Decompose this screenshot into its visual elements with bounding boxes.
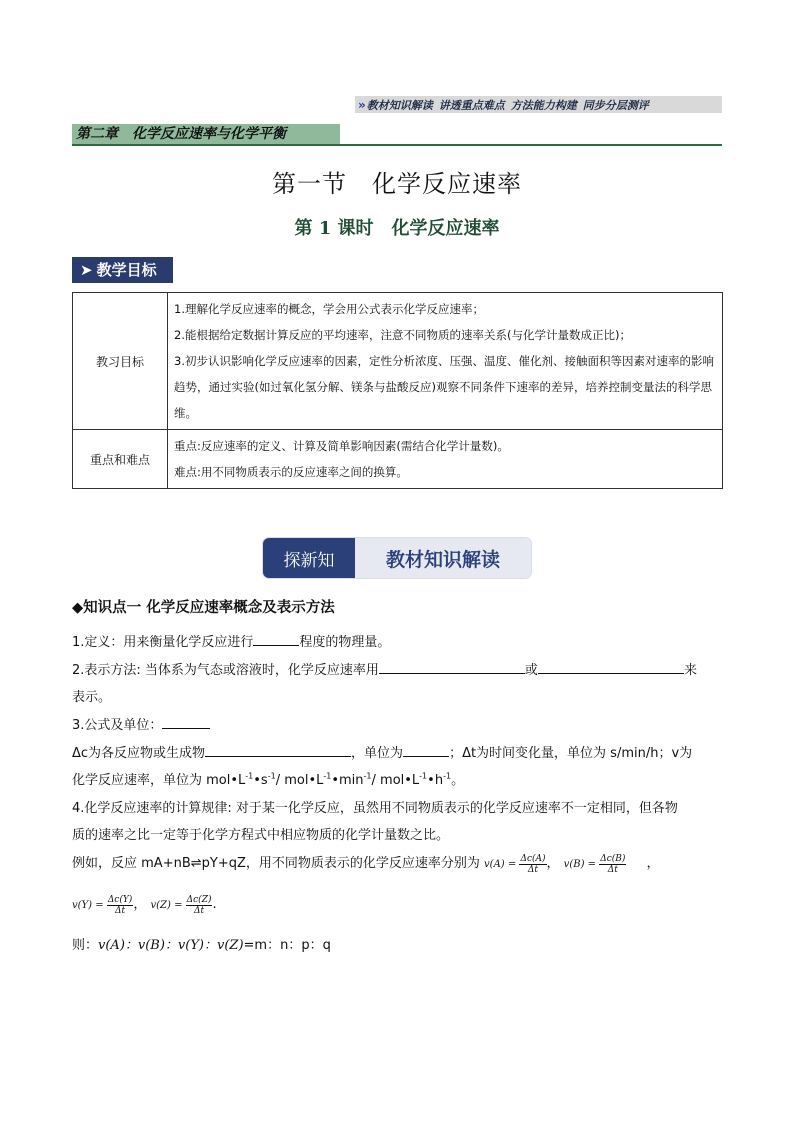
equation-vb <box>563 854 627 875</box>
superscript: -1 <box>245 771 254 781</box>
formula-line <box>72 714 210 733</box>
superscript: -1 <box>323 771 332 781</box>
text: 3.公式及单位： <box>72 718 163 733</box>
text: •s <box>253 773 268 788</box>
numerator: Δc(Y) <box>107 895 133 905</box>
fraction <box>599 854 626 875</box>
denominator: Δt <box>115 906 126 916</box>
header-item: 教材知识解读 <box>366 98 433 112</box>
fill-blank <box>253 633 299 646</box>
superscript: -1 <box>419 771 428 781</box>
lesson-title: 第 1 课时 化学反应速率 <box>294 218 500 239</box>
text: ， <box>646 856 660 871</box>
text: 程度的物理量。 <box>299 635 391 650</box>
equation-lhs: v(B) = <box>563 859 597 870</box>
chapter-divider <box>72 144 722 146</box>
denominator: Δt <box>193 906 205 916</box>
objective-line: 难点:用不同物质表示的反应速率之间的换算。 <box>174 465 408 479</box>
fill-blank <box>162 716 210 729</box>
text: / mol•L <box>371 773 420 788</box>
text: 2.表示方法: 当体系为气态或溶液时，化学反应速率用 <box>72 663 379 678</box>
equation-va <box>484 854 546 875</box>
row-content <box>168 430 723 489</box>
text: 例如，反应 mA+nB⇌pY+qZ，用不同物质表示的化学反应速率分别为 <box>72 856 480 871</box>
chevron-double-right-icon: » <box>358 97 363 112</box>
fraction <box>107 895 134 916</box>
text: ，单位为 <box>351 746 404 761</box>
objective-tag-label: 教学目标 <box>96 261 157 279</box>
unit-line <box>72 769 464 788</box>
example-line-cont <box>72 893 217 916</box>
section-title: 第一节 化学反应速率 <box>272 170 522 198</box>
objective-line: 1.理解化学反应速率的概念，学会用公式表示化学反应速率； <box>174 302 484 316</box>
superscript: -1 <box>443 771 452 781</box>
superscript: -1 <box>267 771 276 781</box>
fill-blank <box>403 744 449 757</box>
row-content <box>168 293 723 430</box>
knowledge-point-title: ◆知识点一 化学反应速率概念及表示方法 <box>72 600 335 616</box>
text: •min <box>331 773 364 788</box>
section-banner <box>263 538 531 578</box>
equation-lhs: v(Z) = <box>150 900 183 911</box>
equation-lhs: v(A) = <box>484 859 517 870</box>
chapter-title: 第二章 化学反应速率与化学平衡 <box>72 124 340 144</box>
fraction <box>519 854 546 875</box>
text: ；Δt为时间变化量，单位为 s/min/h；v为 <box>449 746 693 761</box>
numerator: Δc(B) <box>600 854 626 864</box>
denominator: Δt <box>607 865 618 875</box>
rule-line: 4.化学反应速率的计算规律: 对于某一化学反应，虽然用不同物质表示的化学反应速率不一定相同，但各物 <box>72 801 678 816</box>
denominator: Δt <box>527 865 539 875</box>
objective-line: 重点:反应速率的定义、计算及简单影响因素(需结合化学计量数)。 <box>174 439 509 453</box>
delta-c-line <box>72 742 692 761</box>
superscript: -1 <box>363 771 372 781</box>
header-banner <box>355 96 722 113</box>
text: •h <box>427 773 444 788</box>
header-item: 方法能力构建 <box>510 98 577 112</box>
text: =m：n：p：q <box>243 938 331 953</box>
objectives-table <box>72 292 723 489</box>
definition-line <box>72 631 390 650</box>
fill-blank <box>205 744 351 757</box>
text: 来 <box>683 663 697 678</box>
numerator: Δc(Z) <box>186 895 212 905</box>
text: ， <box>133 897 147 912</box>
equation-vz <box>150 895 212 916</box>
fill-blank <box>379 661 525 674</box>
text: . <box>212 897 217 912</box>
ratio-expression: v(A)：v(B)：v(Y)：v(Z) <box>98 938 244 953</box>
text: 或 <box>524 663 538 678</box>
banner-right: 教材知识解读 <box>355 538 531 578</box>
example-line <box>72 852 660 875</box>
banner-left: 探新知 <box>263 538 355 578</box>
row-label: 重点和难点 <box>73 430 168 489</box>
rule-line-cont: 质的速率之比一定等于化学方程式中相应物质的化学计量数之比。 <box>72 828 450 843</box>
expression-line <box>72 659 697 678</box>
ratio-line <box>72 934 331 953</box>
text: 。 <box>451 773 465 788</box>
table-row <box>73 430 723 489</box>
expression-line-cont: 表示。 <box>72 690 112 705</box>
text: / mol•L <box>275 773 324 788</box>
arrow-right-icon: ➤ <box>80 261 93 279</box>
text: ， <box>546 856 560 871</box>
row-label: 教习目标 <box>73 293 168 430</box>
equation-vy <box>72 895 133 916</box>
header-item: 讲透重点难点 <box>438 98 505 112</box>
equation-lhs: v(Y) = <box>72 900 104 911</box>
fill-blank <box>538 661 684 674</box>
objective-line: 3.初步认识影响化学反应速率的因素，定性分析浓度、压强、温度、催化剂、接触面积等因素对速率的影响趋势，通过实验(如过氧化氢分解、镁条与盐酸反应)观察不同条件下速率的差异，培养控制变量法的科学思维。 <box>174 354 714 420</box>
text: 化学反应速率，单位为 mol•L <box>72 773 246 788</box>
numerator: Δc(A) <box>520 854 546 864</box>
table-row <box>73 293 723 430</box>
objective-tag <box>72 257 173 283</box>
text: Δc为各反应物或生成物 <box>72 746 206 761</box>
text: 1.定义：用来衡量化学反应进行 <box>72 635 254 650</box>
objective-line: 2.能根据给定数据计算反应的平均速率，注意不同物质的速率关系(与化学计量数成正比)； <box>174 328 631 342</box>
text: 则： <box>72 938 99 953</box>
fraction <box>186 895 213 916</box>
header-item: 同步分层测评 <box>582 98 649 112</box>
